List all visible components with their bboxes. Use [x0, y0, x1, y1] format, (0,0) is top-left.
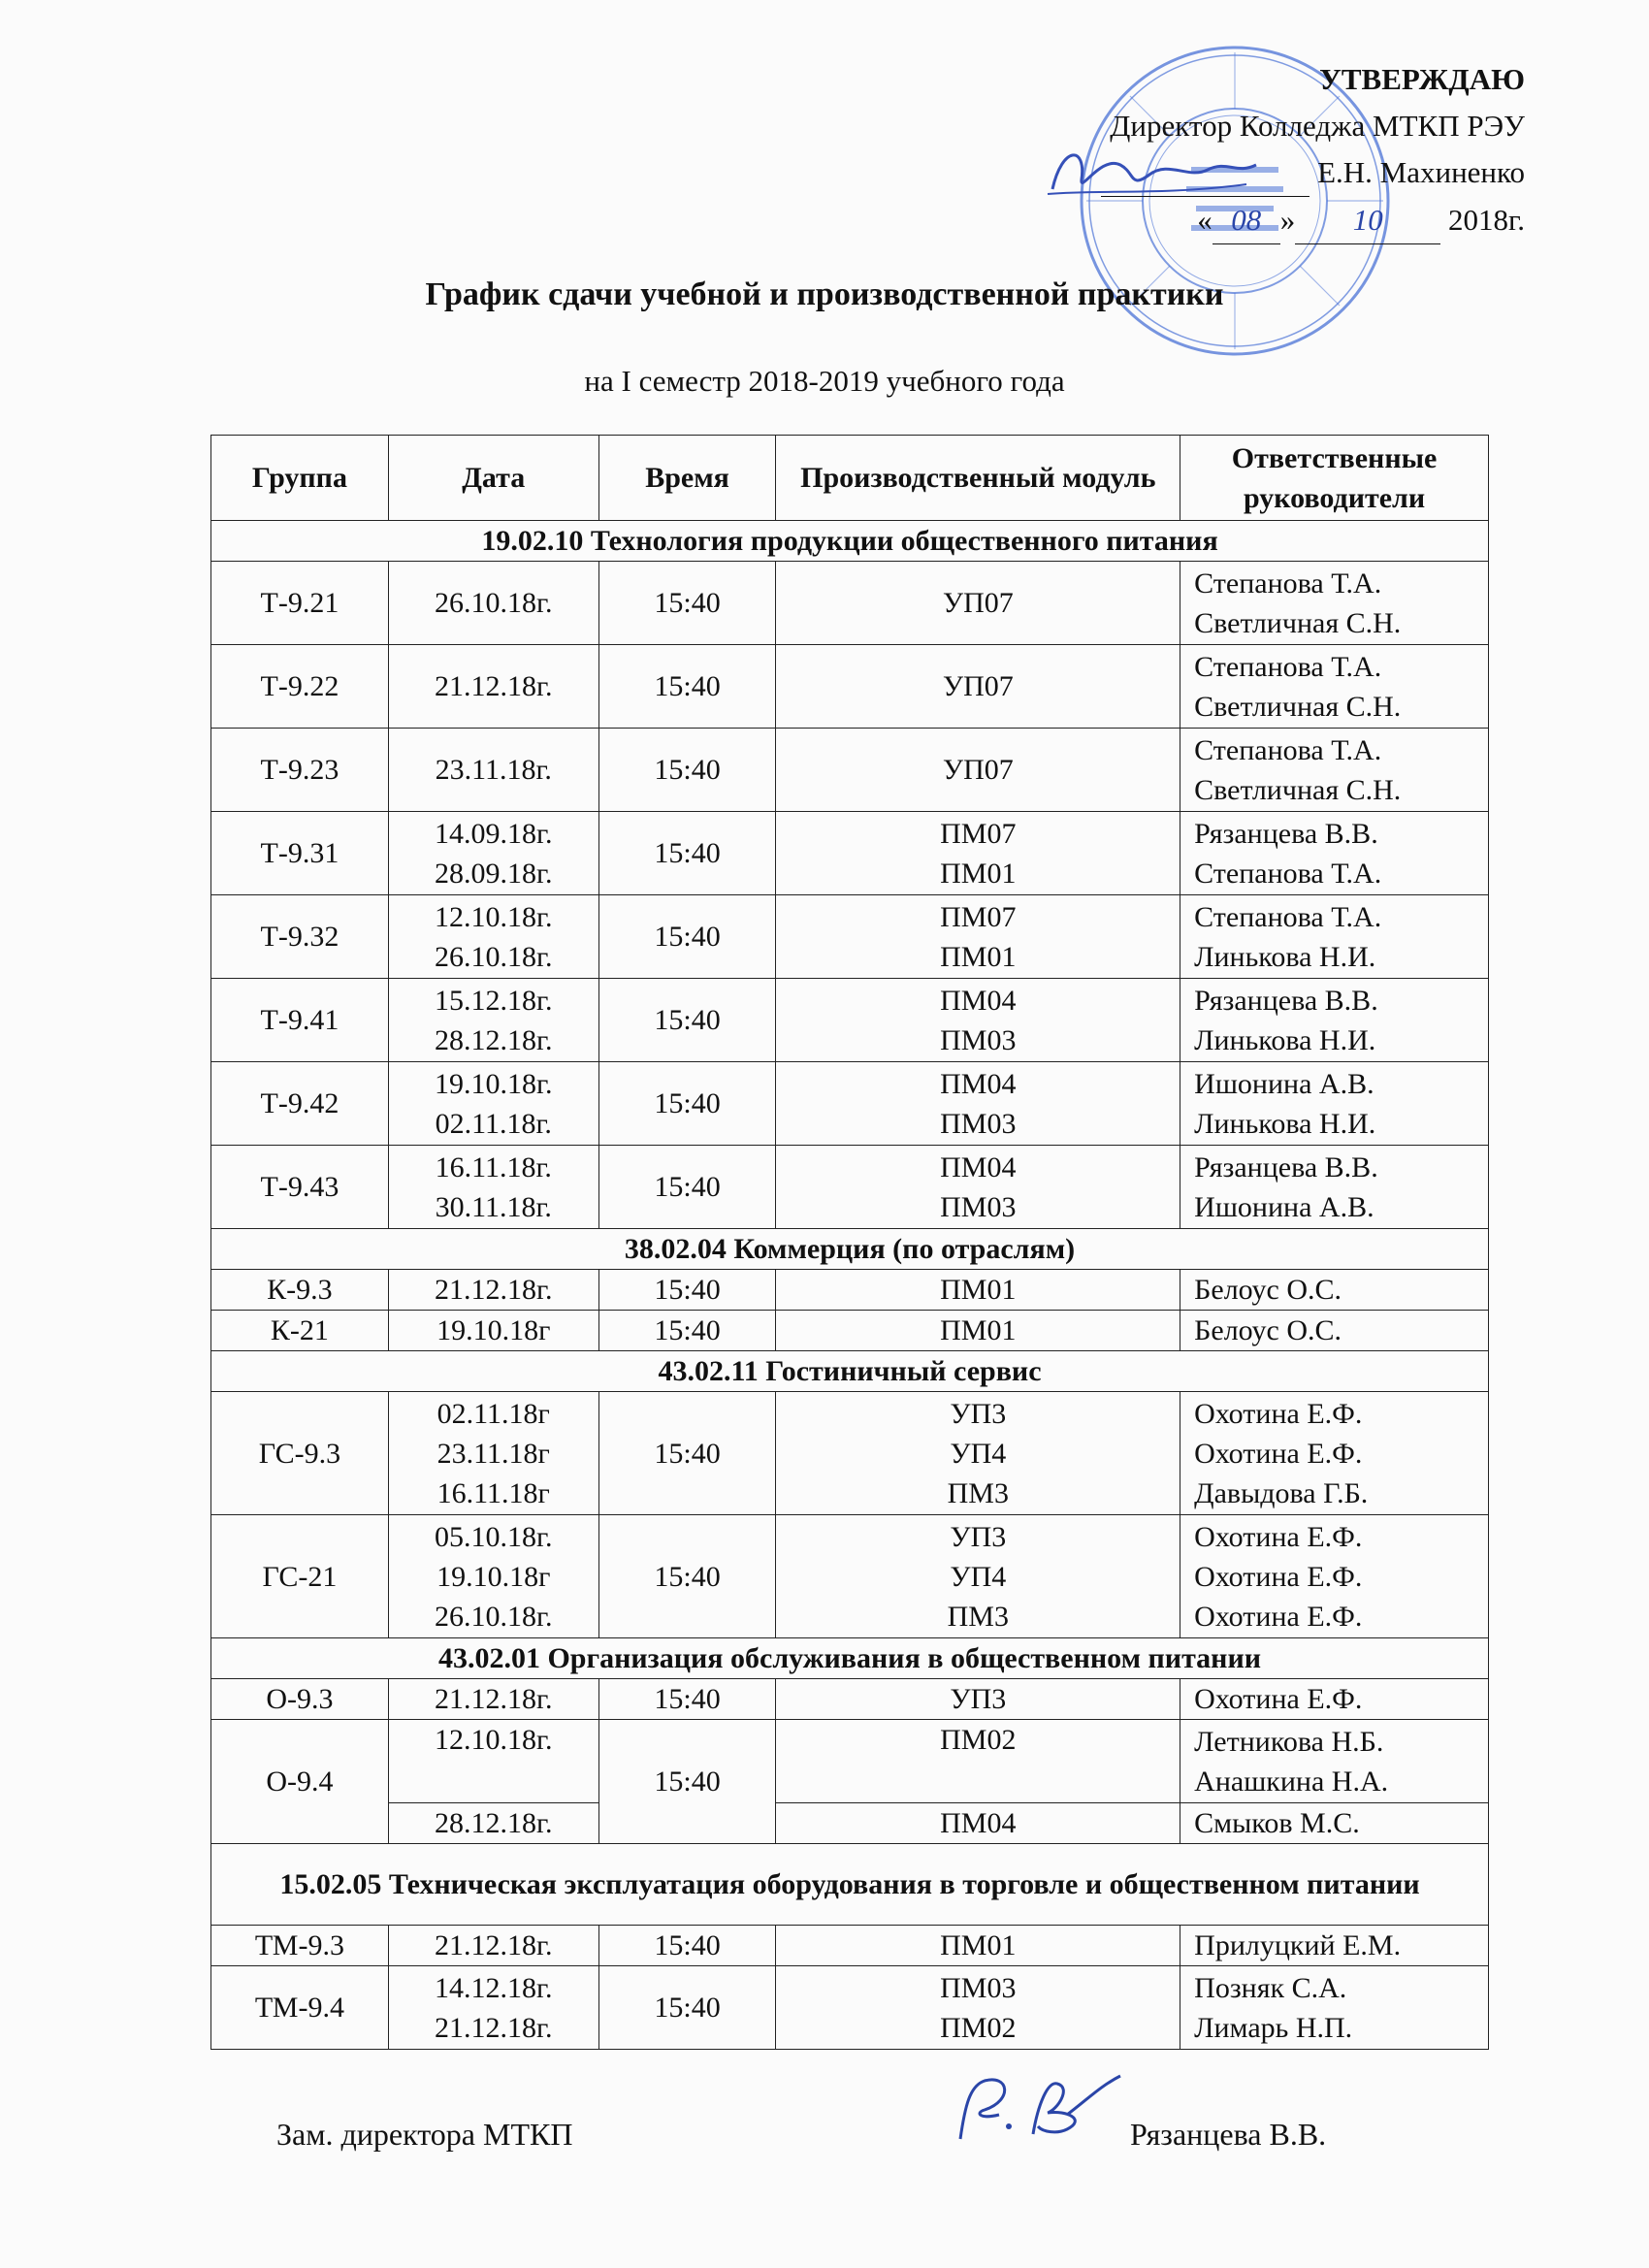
section-row: [211, 521, 1489, 562]
cell-line: УП3: [950, 1397, 1007, 1430]
schedule-table: [210, 435, 1489, 2050]
cell-line: Белоус О.С.: [1194, 1274, 1342, 1306]
cell-date: [388, 1146, 598, 1229]
cell-line: 02.11.18г.: [435, 1107, 552, 1140]
cell-line: ПМ03: [940, 1971, 1017, 2004]
cell-line: 14.09.18г.: [435, 817, 553, 850]
cell-line: 19.10.18г: [436, 1314, 551, 1346]
cell-line: 23.11.18г.: [435, 754, 552, 786]
cell-group: К-9.3: [211, 1270, 389, 1311]
footer-name: Рязанцева В.В.: [1130, 2117, 1327, 2152]
cell-group: ТМ-9.3: [211, 1926, 389, 1966]
cell-line: УП07: [942, 754, 1014, 786]
cell-line: 19.10.18г: [436, 1560, 551, 1593]
cell-line: Ишонина А.В.: [1194, 1190, 1374, 1223]
cell-line: ПМ07: [940, 817, 1017, 850]
cell-time: 15:40: [598, 895, 776, 979]
cell-line: ПМ3: [947, 1476, 1009, 1509]
cell-line: 14.12.18г.: [435, 1971, 553, 2004]
cell-module: [776, 895, 1180, 979]
document-subtitle: на I семестр 2018-2019 учебного года: [584, 364, 1065, 398]
cell-group: О-9.3: [211, 1679, 389, 1720]
cell-line: 12.10.18г.: [435, 900, 553, 933]
cell-line: 21.12.18г.: [435, 1929, 553, 1961]
cell-line: Охотина Е.Ф.: [1194, 1560, 1363, 1593]
cell-line: Анашкина Н.А.: [1194, 1765, 1389, 1798]
cell-leaders: [1180, 1926, 1489, 1966]
cell-line: 26.10.18г.: [435, 587, 553, 619]
cell-module: [776, 1146, 1180, 1229]
cell-date: [388, 1803, 598, 1844]
section-row: [211, 1638, 1489, 1679]
cell-line: 19.10.18г.: [435, 1067, 553, 1100]
section-row: [211, 1844, 1489, 1926]
header-module: Производственный модуль: [776, 436, 1180, 521]
cell-time: 15:40: [598, 1062, 776, 1146]
cell-line: Позняк С.А.: [1194, 1971, 1347, 2004]
cell-leaders: [1180, 1146, 1489, 1229]
approval-block: [923, 56, 1525, 244]
cell-date: [388, 1926, 598, 1966]
cell-module: [776, 812, 1180, 895]
cell-line: Линькова Н.И.: [1194, 1107, 1376, 1140]
cell-group: Т-9.22: [211, 645, 389, 729]
cell-date: [388, 645, 598, 729]
cell-group: К-21: [211, 1311, 389, 1351]
table-row: [211, 1062, 1489, 1146]
cell-leaders: [1180, 1679, 1489, 1720]
approval-name: Е.Н. Махиненко: [1317, 155, 1525, 189]
cell-line: Смыков М.С.: [1194, 1807, 1360, 1839]
table-row: [211, 729, 1489, 812]
header-date: Дата: [388, 436, 598, 521]
cell-line: 16.11.18г: [436, 1476, 550, 1509]
cell-line: Белоус О.С.: [1194, 1314, 1342, 1346]
cell-module: [776, 979, 1180, 1062]
cell-time: 15:40: [598, 1926, 776, 1966]
cell-module: [776, 1966, 1180, 2050]
table-row: [211, 1311, 1489, 1351]
cell-module: [776, 1803, 1180, 1844]
cell-line: 21.12.18г.: [435, 670, 553, 702]
cell-line: 23.11.18г: [436, 1437, 550, 1470]
cell-leaders: [1180, 1270, 1489, 1311]
cell-line: ПМ03: [940, 1190, 1017, 1223]
approval-signature-line: [923, 149, 1525, 197]
approval-day: 08: [1212, 197, 1280, 244]
cell-line: Охотина Е.Ф.: [1194, 1683, 1363, 1715]
table-row: [211, 1146, 1489, 1229]
cell-time: 15:40: [598, 1966, 776, 2050]
cell-line: Охотина Е.Ф.: [1194, 1600, 1363, 1633]
section-title: 43.02.01 Организация обслуживания в общественном питании: [211, 1638, 1489, 1679]
approval-year: 2018г.: [1448, 203, 1525, 237]
cell-line: Охотина Е.Ф.: [1194, 1520, 1363, 1553]
cell-date: [388, 812, 598, 895]
cell-line: Рязанцева В.В.: [1194, 817, 1378, 850]
cell-line: Светличная С.Н.: [1194, 690, 1402, 723]
cell-line: УП3: [950, 1683, 1007, 1715]
cell-line: 28.12.18г.: [435, 1807, 553, 1839]
cell-group: Т-9.23: [211, 729, 389, 812]
cell-leaders: [1180, 645, 1489, 729]
cell-time: 15:40: [598, 812, 776, 895]
cell-module: [776, 1720, 1180, 1803]
cell-date: [388, 1062, 598, 1146]
cell-time: 15:40: [598, 1720, 776, 1844]
cell-time: 15:40: [598, 1146, 776, 1229]
cell-time: 15:40: [598, 1392, 776, 1515]
table-row: [211, 645, 1489, 729]
cell-line: ПМ02: [940, 1724, 1017, 1756]
cell-date: [388, 1966, 598, 2050]
section-title: 15.02.05 Техническая эксплуатация оборудования в торговле и общественном питании: [211, 1844, 1489, 1926]
cell-leaders: [1180, 1392, 1489, 1515]
cell-line: ПМ07: [940, 900, 1017, 933]
cell-leaders: [1180, 1062, 1489, 1146]
cell-line: 28.12.18г.: [435, 1023, 553, 1056]
cell-line: ПМ03: [940, 1023, 1017, 1056]
cell-line: ПМ02: [940, 2011, 1017, 2044]
cell-group: ТМ-9.4: [211, 1966, 389, 2050]
cell-time: 15:40: [598, 1679, 776, 1720]
cell-leaders: [1180, 812, 1489, 895]
cell-leaders: [1180, 1515, 1489, 1638]
cell-leaders: [1180, 1720, 1489, 1803]
cell-date: [388, 979, 598, 1062]
table-row: [211, 562, 1489, 645]
approval-heading: УТВЕРЖДАЮ: [1319, 62, 1525, 96]
cell-line: УП07: [942, 587, 1014, 619]
table-row: [211, 1679, 1489, 1720]
header-time: Время: [598, 436, 776, 521]
cell-module: [776, 1270, 1180, 1311]
cell-line: Лимарь Н.П.: [1194, 2011, 1353, 2044]
cell-module: [776, 1515, 1180, 1638]
cell-line: Линькова Н.И.: [1194, 1023, 1376, 1056]
cell-date: [388, 1515, 598, 1638]
section-title: 43.02.11 Гостиничный сервис: [211, 1351, 1489, 1392]
cell-line: Светличная С.Н.: [1194, 773, 1402, 806]
cell-time: 15:40: [598, 729, 776, 812]
cell-line: УП07: [942, 670, 1014, 702]
approval-position: Директор Колледжа МТКП РЭУ: [1110, 109, 1525, 143]
table-row: [211, 1392, 1489, 1515]
table-row: [211, 1515, 1489, 1638]
cell-date: [388, 1720, 598, 1803]
cell-line: ПМ01: [940, 940, 1017, 973]
approval-month: 10: [1295, 197, 1440, 244]
cell-line: 21.12.18г.: [435, 2011, 553, 2044]
section-row: [211, 1351, 1489, 1392]
cell-group: ГС-9.3: [211, 1392, 389, 1515]
cell-line: ПМ01: [940, 1274, 1017, 1306]
cell-line: УП4: [950, 1560, 1007, 1593]
cell-module: [776, 1926, 1180, 1966]
cell-date: [388, 1392, 598, 1515]
cell-line: Степанова Т.А.: [1194, 567, 1382, 599]
cell-line: Степанова Т.А.: [1194, 900, 1382, 933]
cell-line: ПМ01: [940, 1929, 1017, 1961]
cell-line: Степанова Т.А.: [1194, 733, 1382, 766]
cell-line: 26.10.18г.: [435, 940, 553, 973]
cell-line: Ишонина А.В.: [1194, 1067, 1374, 1100]
cell-leaders: [1180, 562, 1489, 645]
table-row: [211, 812, 1489, 895]
cell-line: Охотина Е.Ф.: [1194, 1397, 1363, 1430]
cell-line: Давыдова Г.Б.: [1194, 1476, 1369, 1509]
cell-date: [388, 1311, 598, 1351]
cell-line: 26.10.18г.: [435, 1600, 553, 1633]
cell-line: ПМ04: [940, 1150, 1017, 1183]
cell-group: Т-9.42: [211, 1062, 389, 1146]
section-row: [211, 1229, 1489, 1270]
cell-group: О-9.4: [211, 1720, 389, 1844]
cell-line: Прилуцкий Е.М.: [1194, 1929, 1402, 1961]
cell-leaders: [1180, 1311, 1489, 1351]
approval-date: « 08 » 10 2018г.: [923, 197, 1525, 244]
cell-line: Охотина Е.Ф.: [1194, 1437, 1363, 1470]
table-row: [211, 1803, 1489, 1844]
cell-time: 15:40: [598, 1270, 776, 1311]
cell-module: [776, 1679, 1180, 1720]
section-title: 19.02.10 Технология продукции общественного питания: [211, 521, 1489, 562]
cell-leaders: [1180, 1803, 1489, 1844]
cell-date: [388, 1270, 598, 1311]
cell-module: [776, 562, 1180, 645]
cell-module: [776, 1311, 1180, 1351]
cell-group: Т-9.21: [211, 562, 389, 645]
table-row: [211, 895, 1489, 979]
cell-line: Рязанцева В.В.: [1194, 984, 1378, 1017]
cell-date: [388, 895, 598, 979]
cell-group: Т-9.43: [211, 1146, 389, 1229]
header-leaders: Ответственные руководители: [1180, 436, 1489, 521]
cell-line: ПМ01: [940, 857, 1017, 890]
footer-position: Зам. директора МТКП: [276, 2117, 573, 2152]
cell-date: [388, 1679, 598, 1720]
cell-line: ПМ03: [940, 1107, 1017, 1140]
table-row: [211, 1966, 1489, 2050]
cell-time: 15:40: [598, 1311, 776, 1351]
table-row: [211, 979, 1489, 1062]
table-row: [211, 1926, 1489, 1966]
deputy-signature: [941, 2066, 1135, 2154]
cell-line: ПМ01: [940, 1314, 1017, 1346]
header-group: Группа: [211, 436, 389, 521]
cell-line: Степанова Т.А.: [1194, 650, 1382, 683]
cell-line: Линькова Н.И.: [1194, 940, 1376, 973]
cell-group: Т-9.41: [211, 979, 389, 1062]
cell-module: [776, 1392, 1180, 1515]
cell-line: 05.10.18г.: [435, 1520, 553, 1553]
cell-date: [388, 729, 598, 812]
cell-line: ПМ04: [940, 1807, 1017, 1839]
cell-line: Летникова Н.Б.: [1194, 1725, 1384, 1758]
cell-line: 21.12.18г.: [435, 1683, 553, 1715]
cell-line: ПМ04: [940, 984, 1017, 1017]
cell-time: 15:40: [598, 979, 776, 1062]
cell-time: 15:40: [598, 1515, 776, 1638]
cell-line: УП4: [950, 1437, 1007, 1470]
cell-date: [388, 562, 598, 645]
cell-line: УП3: [950, 1520, 1007, 1553]
cell-group: Т-9.31: [211, 812, 389, 895]
cell-leaders: [1180, 979, 1489, 1062]
cell-line: 15.12.18г.: [435, 984, 553, 1017]
cell-line: Светличная С.Н.: [1194, 606, 1402, 639]
table-row: [211, 1720, 1489, 1803]
cell-line: 21.12.18г.: [435, 1274, 553, 1306]
cell-line: 02.11.18г: [436, 1397, 550, 1430]
cell-module: [776, 729, 1180, 812]
section-title: 38.02.04 Коммерция (по отраслям): [211, 1229, 1489, 1270]
cell-line: 30.11.18г.: [435, 1190, 552, 1223]
cell-group: ГС-21: [211, 1515, 389, 1638]
cell-line: Рязанцева В.В.: [1194, 1150, 1378, 1183]
document-title: График сдачи учебной и производственной практики: [425, 276, 1224, 312]
cell-line: ПМ3: [947, 1600, 1009, 1633]
cell-line: ПМ04: [940, 1067, 1017, 1100]
cell-line: Степанова Т.А.: [1194, 857, 1382, 890]
table-row: [211, 1270, 1489, 1311]
cell-leaders: [1180, 895, 1489, 979]
cell-leaders: [1180, 729, 1489, 812]
cell-leaders: [1180, 1966, 1489, 2050]
cell-time: 15:40: [598, 562, 776, 645]
cell-line: 12.10.18г.: [435, 1724, 553, 1756]
cell-line: 16.11.18г.: [435, 1150, 552, 1183]
cell-module: [776, 1062, 1180, 1146]
signature-underline: [1101, 149, 1310, 197]
cell-time: 15:40: [598, 645, 776, 729]
cell-group: Т-9.32: [211, 895, 389, 979]
cell-module: [776, 645, 1180, 729]
header-row: [211, 436, 1489, 521]
cell-line: 28.09.18г.: [435, 857, 553, 890]
